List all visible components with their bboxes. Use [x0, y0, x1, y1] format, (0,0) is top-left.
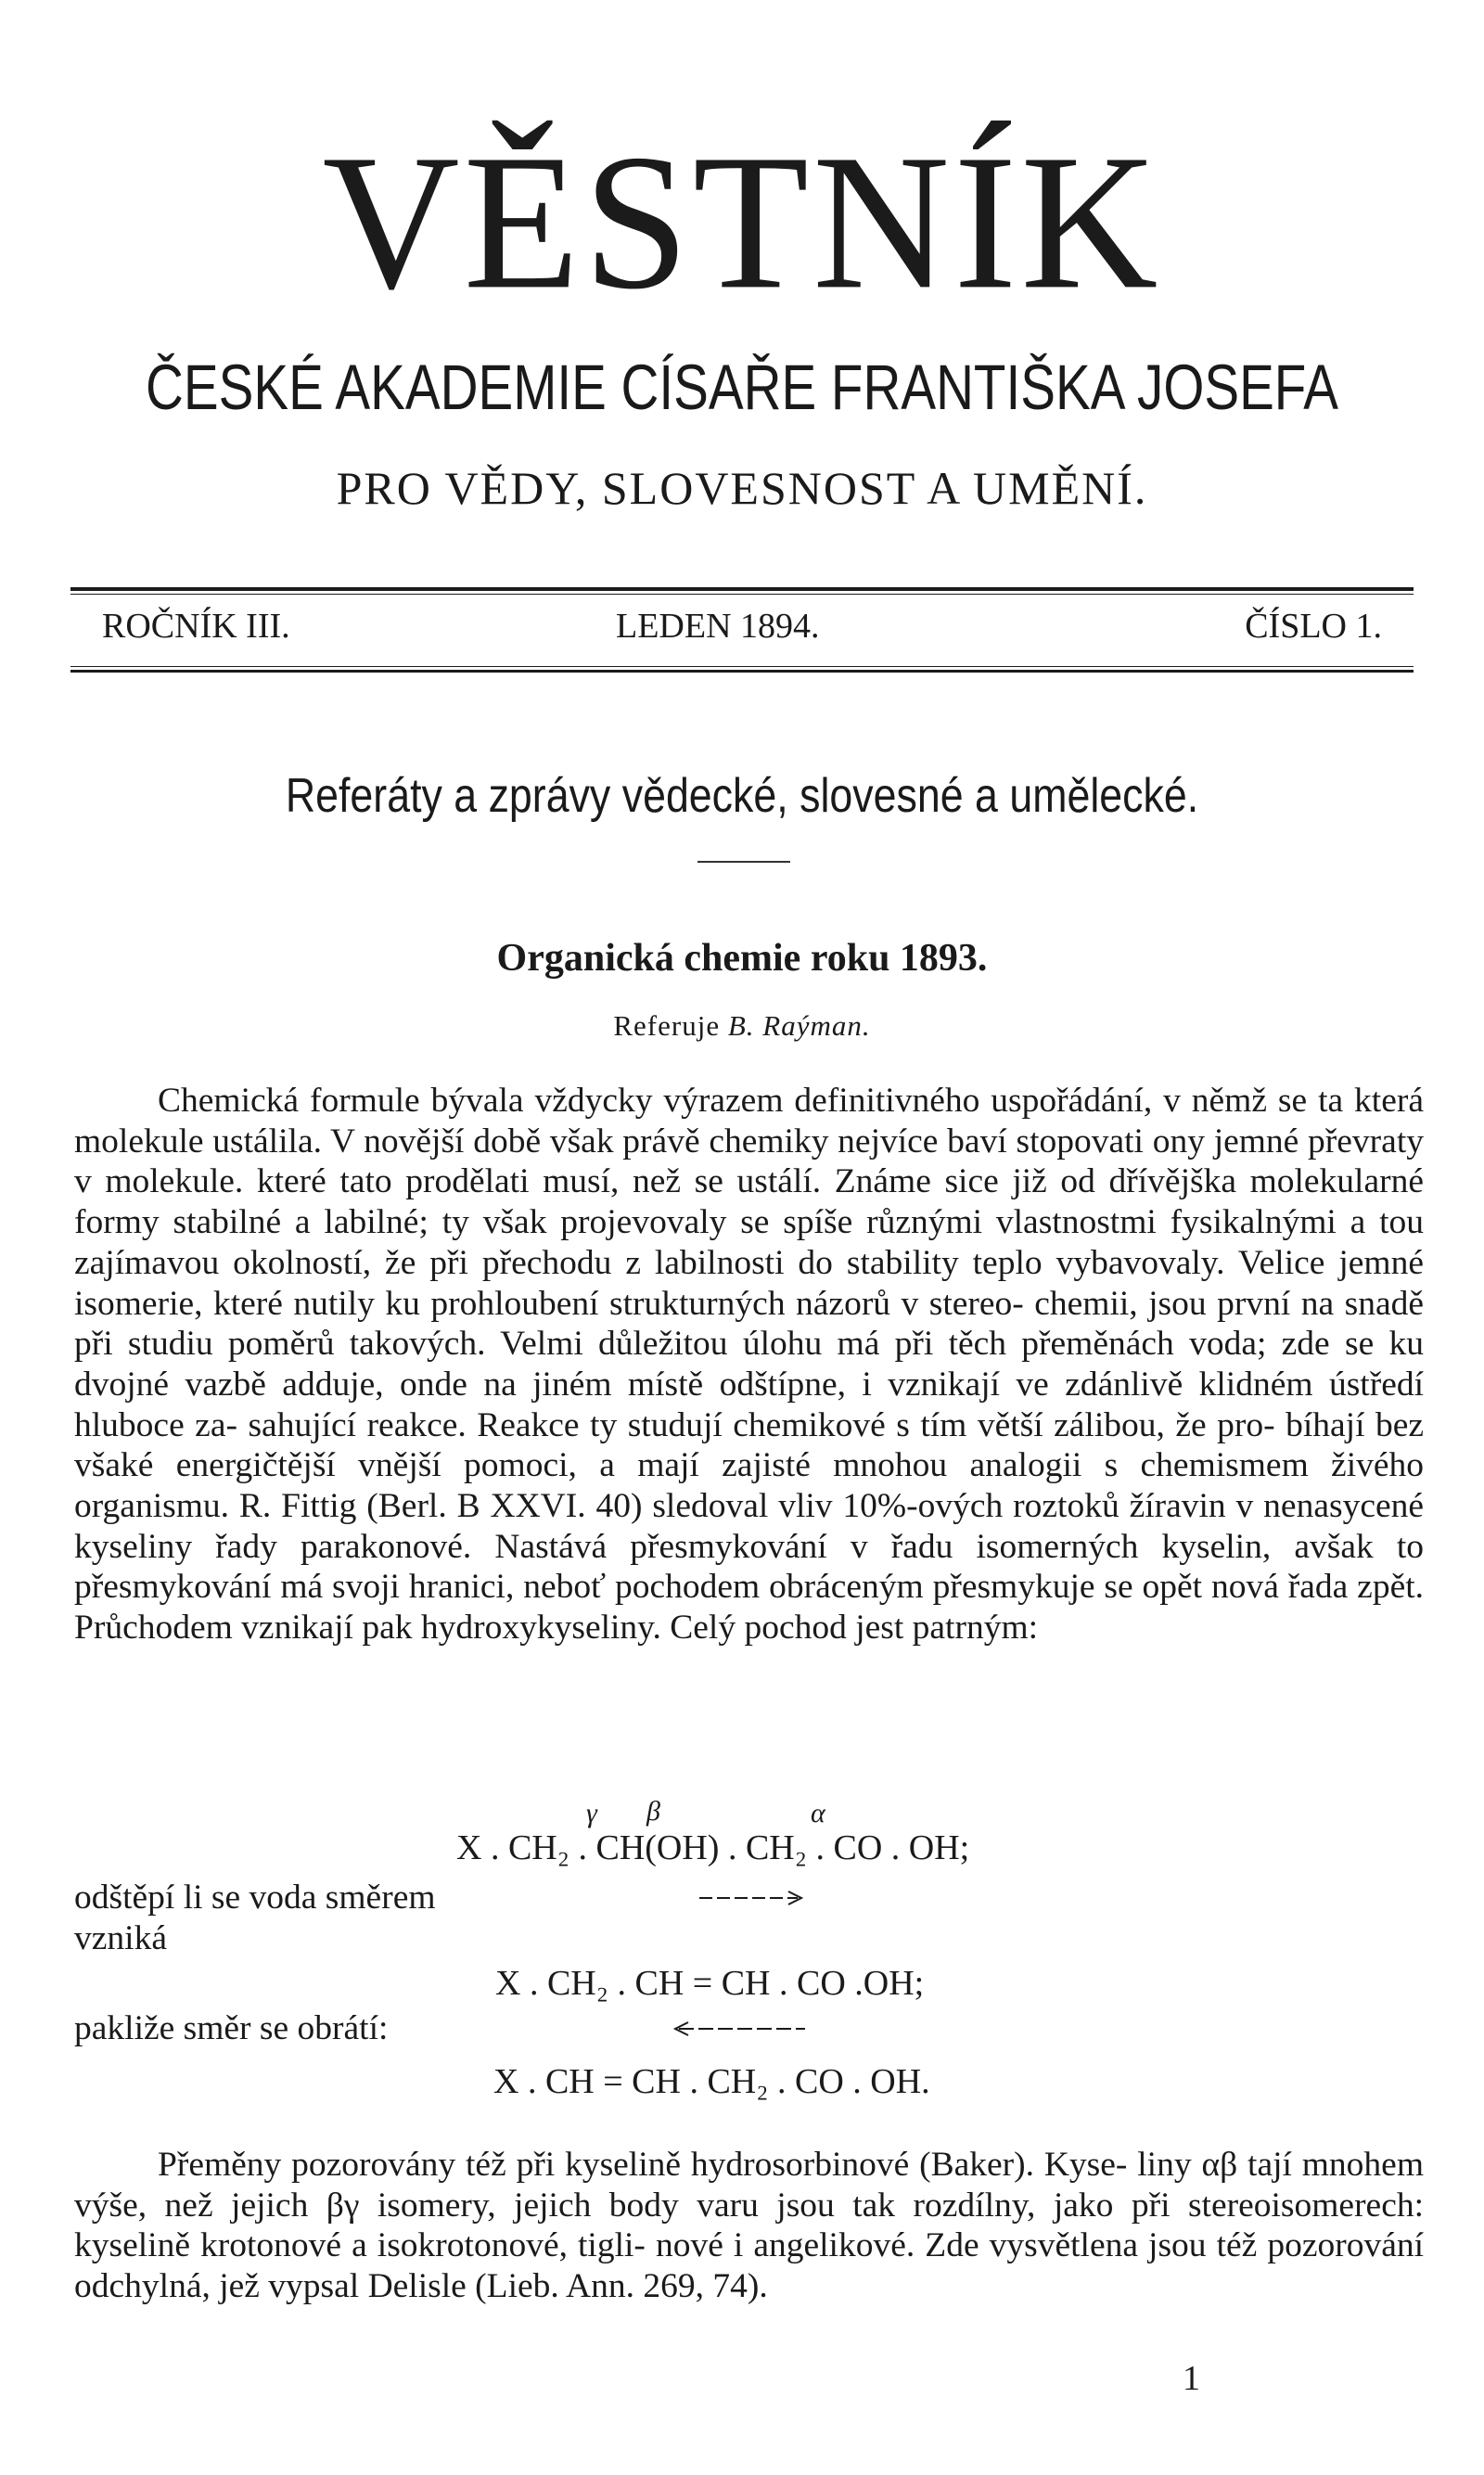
bottom-rule-thick [70, 670, 1414, 673]
arises-label: vzniká [74, 1919, 167, 1957]
text-line: liny αβ tají mnohem výše, než jejich βγ isomery, jejich body varu jsou tak [74, 2146, 1424, 2225]
article-paragraph-2 [74, 2145, 1424, 2307]
text-line: stopovati ony jemné převraty v molekule. které tato prodělati musí, než se [74, 1122, 1424, 1201]
formula-hydroxy-acid: X . CH₂ . CH(OH) . CH₂ . CO . OH; [456, 1828, 970, 1867]
text-line: rozdílny, jako při stereoisomerech: kyselině krotonové a isokrotonové, tigli- [74, 2186, 1425, 2265]
beta-label: β [646, 1796, 660, 1827]
bottom-rule-thin [70, 666, 1414, 667]
text-line: ustálí. Známe sice již od dřívějška molekularné formy stabilné a labilné; ty [74, 1162, 1425, 1242]
formula-unsaturated-acid: X . CH₂ . CH = CH . CO .OH; [495, 1964, 925, 2003]
section-divider [697, 861, 790, 863]
academy-name: ČESKÉ AKADEMIE CÍSAŘE FRANTIŠKA JOSEFA [146, 352, 1338, 423]
right-arrow-icon [697, 1887, 809, 1909]
text-line: Chemická formule bývala vždycky výrazem definitivného uspořádání, v němž [158, 1082, 1267, 1120]
formula-isomer-acid: X . CH = CH . CH₂ . CO . OH. [493, 2062, 930, 2101]
section-heading: Referáty a zprávy vědecké, slovesné a umělecké. [285, 769, 1199, 823]
text-line: chemii, jsou první na snadě při studiu poměrů takových. Velmi důležitou [74, 1284, 1424, 1364]
text-line: bíhají bez všaké energičtější vnější pomoci, a mají zajisté mnohou analogii [74, 1405, 1425, 1485]
text-line: sahující reakce. Reakce ty studují chemikové s tím větší zálibou, že pro- [248, 1405, 1275, 1444]
text-line: s chemismem živého organismu. R. Fittig (Berl. B XXVI. 40) sledoval [74, 1446, 1425, 1526]
byline-prefix: Referuje [613, 1009, 721, 1042]
left-arrow-icon [670, 2018, 809, 2040]
top-rule-thick [70, 587, 1414, 591]
top-rule-thin [70, 594, 1414, 595]
masthead-subtitle: PRO VĚDY, SLOVESNOST A UMĚNÍ. [336, 462, 1148, 514]
text-line: jiném místě odštípne, i vznikají ve zdánlivě klidném ústředí hluboce za- [74, 1365, 1425, 1444]
volume-label: ROČNÍK III. [102, 607, 290, 646]
text-line: okolností, že při přechodu z labilnosti do stability teplo vybavovaly. Velice [233, 1243, 1325, 1282]
text-line: zpět. Průchodem vznikají pak hydroxykyseliny. Celý pochod jest patrným: [74, 1568, 1425, 1648]
text-line: Nastává přesmykování v řadu isomerných kyselin, avšak to přesmykování má [74, 1527, 1424, 1607]
water-split-label: odštěpí li se voda směrem [74, 1879, 436, 1917]
page-number: 1 [1183, 2359, 1200, 2398]
text-line: nové i angelikové. Zde vysvětlena jsou též pozorování odchylná, jež vypsal [74, 2226, 1425, 2306]
byline-author: B. Raýman. [727, 1009, 871, 1042]
text-line: však projevovaly se spíše různými vlastnostmi fysikalnými a tou zajímavou [74, 1203, 1425, 1282]
text-line: se ta která molekule ustálila. V novější době však právě chemiky nejvíce baví [74, 1082, 1425, 1161]
masthead-title: VĚSTNÍK [322, 114, 1162, 330]
issue-number: ČÍSLO 1. [1245, 607, 1382, 646]
issue-bar [102, 600, 1382, 652]
article-paragraph-1 [74, 1081, 1424, 1648]
article-byline [0, 1007, 1484, 1045]
text-line: úlohu má při těch přeměnách voda; zde se ku dvojné vazbě adduje, onde na [74, 1325, 1424, 1404]
text-line: Přeměny pozorovány též při kyselině hydrosorbinové (Baker). Kyse- [158, 2146, 1128, 2184]
text-line: Delisle (Lieb. Ann. 269, 74). [367, 2267, 768, 2306]
alpha-label: α [811, 1798, 825, 1828]
text-line: svoji hranici, neboť pochodem obráceným přesmykuje se opět nová řada [332, 1568, 1349, 1607]
gamma-label: γ [586, 1798, 597, 1828]
issue-date: LEDEN 1894. [616, 607, 820, 646]
text-line: vliv 10%-ových roztoků žíravin v nenasycené kyseliny řady parakonové. [74, 1487, 1424, 1566]
article-title: Organická chemie roku 1893. [496, 937, 988, 980]
reverse-direction-label: pakliže směr se obrátí: [74, 2009, 389, 2047]
text-line: jemné isomerie, které nutily ku prohloubení strukturných názorů v stereo- [74, 1243, 1424, 1323]
